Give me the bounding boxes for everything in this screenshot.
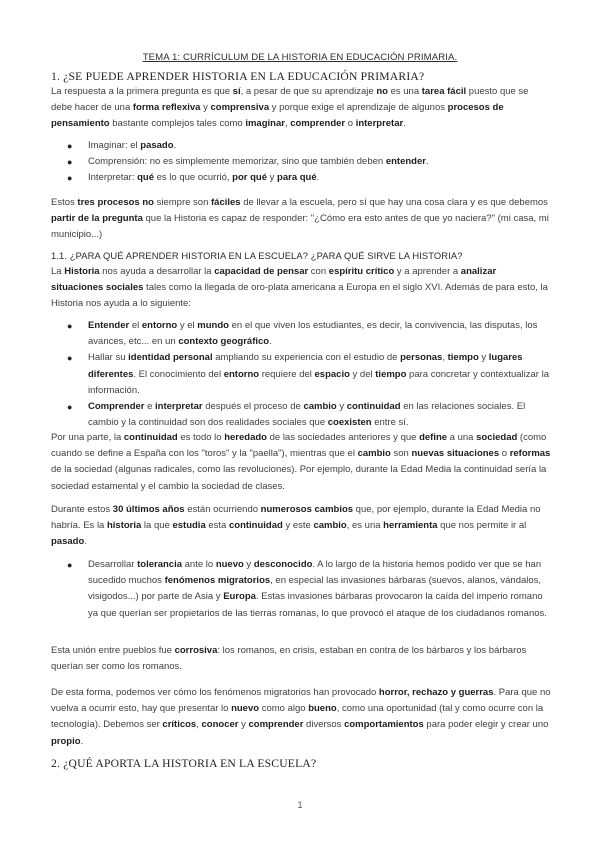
bold-term: procesos de pensamiento — [51, 102, 504, 130]
bold-term: nuevo — [231, 703, 260, 715]
list-item-text: Imaginar: el pasado. — [88, 140, 177, 151]
bold-term: comprender — [248, 719, 304, 731]
bold-term: continuidad — [346, 401, 401, 413]
bold-term: analizar situaciones sociales — [51, 266, 497, 294]
bold-term: reformas — [509, 448, 551, 460]
bold-term: no — [376, 86, 388, 97]
bold-term: entorno — [141, 320, 178, 331]
bold-term: cambio — [303, 401, 337, 413]
bold-term: tiempo — [375, 368, 407, 380]
paragraph-ultimos-anos: Durante estos 30 últimos años están ocurriendo numerosos cambios que, por ejemplo, durante la Edad Media no habría. Es la historia la que estudia esta continuidad y este cambio, es una herramienta que nos permite ir al pasado. — [51, 504, 541, 548]
bold-term: Entender — [88, 320, 130, 331]
bold-term: forma reflexiva — [132, 102, 201, 114]
section-2-heading: 2. ¿QUÉ APORTA LA HISTORIA EN LA ESCUELA? — [51, 757, 317, 770]
bold-term: pasado — [140, 140, 174, 151]
bold-term: partir de la pregunta — [51, 213, 143, 225]
bold-term: desconocido — [253, 559, 313, 570]
bold-term: cambio — [313, 520, 347, 532]
section-1-1-bullet-list — [67, 318, 549, 431]
bold-term: 30 últimos años — [112, 504, 185, 515]
bold-term: espíritu crítico — [328, 266, 395, 277]
list-item — [67, 350, 549, 399]
bold-term: comprender — [290, 118, 346, 130]
bold-term: nuevas situaciones — [411, 448, 500, 460]
bold-term: críticos — [162, 719, 197, 731]
document-title: TEMA 1: CURRÍCULUM DE LA HISTORIA EN EDUCACIÓN PRIMARIA. — [142, 52, 458, 63]
bold-term: Europa — [223, 591, 256, 603]
bullet-icon: ● — [67, 173, 73, 184]
paragraph-union: Esta unión entre pueblos fue corrosiva: los romanos, en crisis, estaban en contra de los bárbaros y los bárbaros querían ser como los romanos. — [51, 645, 527, 673]
bold-term: numerosos cambios — [260, 504, 354, 515]
bold-term: contexto geográfico — [178, 336, 270, 348]
list-item — [67, 154, 549, 170]
bold-term: tolerancia — [137, 559, 182, 570]
bold-term: estudia — [172, 520, 206, 532]
list-item-text: Hallar su identidad personal ampliando su experiencia con el estudio de personas, tiempo y lugares diferentes. El conocimiento del entorno requiere del espacio y del tiempo para concretar y contextualizar la información. — [88, 352, 549, 396]
bold-term: bueno — [308, 703, 337, 715]
bold-term: mundo — [197, 320, 229, 331]
bold-term: define — [419, 432, 448, 443]
bold-term: identidad personal — [128, 352, 213, 364]
paragraph-continuidad: Por una parte, la continuidad es todo lo heredado de las sociedades anteriores y que define a una sociedad (como cuando se define a España con los "toros" y la "paella"), mientras que el cambio son nuevas situaciones o reformas de la sociedad (algunas radicales, como las revoluciones). Por ejemplo, durante la Edad Media la continuidad sería la sociedad estamental y el cambio la sociedad de clases. — [51, 432, 551, 492]
section-1-1-intro: La Historia nos ayuda a desarrollar la capacidad de pensar con espíritu crítico y a aprender a analizar situaciones sociales tales como la llegada de oro-plata americana a Europa en el siglo XVI. Además de para esto, la Historia nos ayuda a lo siguiente: — [51, 266, 548, 310]
bullet-icon: ● — [67, 402, 73, 413]
bold-term: horror, rechazo y guerras — [378, 687, 494, 698]
bold-term: continuidad — [228, 520, 283, 532]
bold-term: herramienta — [383, 520, 438, 532]
bold-term: nuevo — [215, 559, 244, 570]
section-1-1-bullet-list-2 — [67, 557, 549, 622]
section-1-bullet-list — [67, 138, 549, 187]
bold-term: qué — [137, 172, 154, 184]
bold-term: entender — [385, 156, 426, 168]
bold-term: Comprender — [88, 401, 145, 413]
section-1-intro: La respuesta a la primera pregunta es que sí, a pesar de que su aprendizaje no es una tarea fácil puesto que se debe hacer de una forma reflexiva y comprensiva y porque exige el aprendizaje de algunos procesos de pensamiento bastante complejos tales como imaginar, comprender o interpretar. — [51, 86, 529, 130]
list-item — [67, 557, 549, 622]
bold-term: tiempo — [447, 352, 479, 364]
list-item-text: Comprensión: no es simplemente memorizar, sino que también deben entender. — [88, 156, 429, 168]
bold-term: por qué — [232, 172, 267, 184]
list-item-text: Entender el entorno y el mundo en el que viven los estudiantes, es decir, la convivencia, las disputas, los avances, etc... en un contexto geográfico. — [88, 320, 538, 348]
bold-term: tarea fácil — [421, 86, 467, 97]
list-item — [67, 138, 549, 154]
bold-term: fenómenos migratorios — [164, 575, 271, 587]
section-1-1-heading: 1.1. ¿PARA QUÉ APRENDER HISTORIA EN LA ESCUELA? ¿PARA QUÉ SIRVE LA HISTORIA? — [51, 250, 463, 261]
list-item-text: Comprender e interpretar después el proceso de cambio y continuidad en las relaciones sociales. El cambio y la continuidad son dos realidades sociales que coexisten entre sí. — [88, 401, 526, 429]
bullet-icon: ● — [67, 353, 73, 364]
bold-term: comportamientos — [344, 719, 424, 731]
bold-term: fáciles — [211, 197, 241, 208]
section-1-heading: 1. ¿SE PUEDE APRENDER HISTORIA EN LA EDUCACIÓN PRIMARIA? — [51, 70, 425, 83]
bullet-icon: ● — [67, 141, 73, 151]
bold-term: propio — [51, 735, 81, 747]
bold-term: coexisten — [327, 417, 372, 429]
bold-term: lugares diferentes — [88, 352, 523, 380]
bold-term: imaginar — [245, 118, 285, 130]
bold-term: interpretar — [155, 401, 203, 413]
list-item — [67, 318, 549, 350]
bold-term: para qué — [277, 172, 317, 184]
section-1-closing: Estos tres procesos no siempre son fáciles de llevar a la escuela, pero sí que hay una cosa clara y es que debemos partir de la pregunta que la Historia es capaz de responder: "¿Cómo era esto antes de que yo naciera?" (mi casa, mi municipio...) — [51, 197, 549, 241]
bold-term: espacio — [314, 368, 350, 380]
bold-term: heredado — [224, 432, 267, 443]
paragraph-forma: De esta forma, podemos ver cómo los fenómenos migratorios han provocado horror, rechazo y guerras. Para que no vuelva a ocurrir esto, hay que presentar lo nuevo como algo bueno, como una oportunidad (tal y como ocurre con la tecnología). Debemos ser críticos, conocer y comprender diversos comportamientos para poder elegir y crear uno propio. — [51, 687, 551, 747]
list-item-text: Desarrollar tolerancia ante lo nuevo y desconocido. A lo largo de la historia hemos podido ver que se han sucedido muchos fenómenos migratorios, en especial las invasiones bárbaras (suevos, alanos, vándalos, visigodos...) por parte de Asia y Europa. Estas invasiones bárbaras provocaron la caída del imperio romano ya que querían ser propietarios de las tierras romanas, lo que provocó el ataque de los ciudadanos romanos. — [88, 559, 547, 619]
bold-term: entorno — [223, 368, 260, 380]
bold-term: sociedad — [476, 432, 518, 443]
bold-term: tres procesos no — [77, 197, 154, 208]
list-item-text: Interpretar: qué es lo que ocurrió, por qué y para qué. — [88, 172, 320, 184]
bold-term: corrosiva — [174, 645, 218, 656]
bold-term: conocer — [201, 719, 239, 731]
bullet-icon: ● — [67, 157, 73, 168]
bold-term: Historia — [64, 266, 100, 277]
page-number: 1 — [297, 800, 303, 810]
bold-term: cambio — [357, 448, 391, 460]
list-item — [67, 399, 549, 431]
bullet-icon: ● — [67, 560, 73, 570]
list-item — [67, 170, 549, 186]
bold-term: capacidad de pensar — [214, 266, 309, 277]
bullet-icon: ● — [67, 321, 73, 331]
bold-term: sí — [232, 86, 241, 97]
bold-term: comprensiva — [210, 102, 270, 114]
bold-term: personas — [400, 352, 443, 364]
bold-term: continuidad — [123, 432, 178, 443]
bold-term: pasado — [51, 536, 85, 548]
bold-term: historia — [106, 520, 142, 532]
bold-term: interpretar — [355, 118, 404, 130]
